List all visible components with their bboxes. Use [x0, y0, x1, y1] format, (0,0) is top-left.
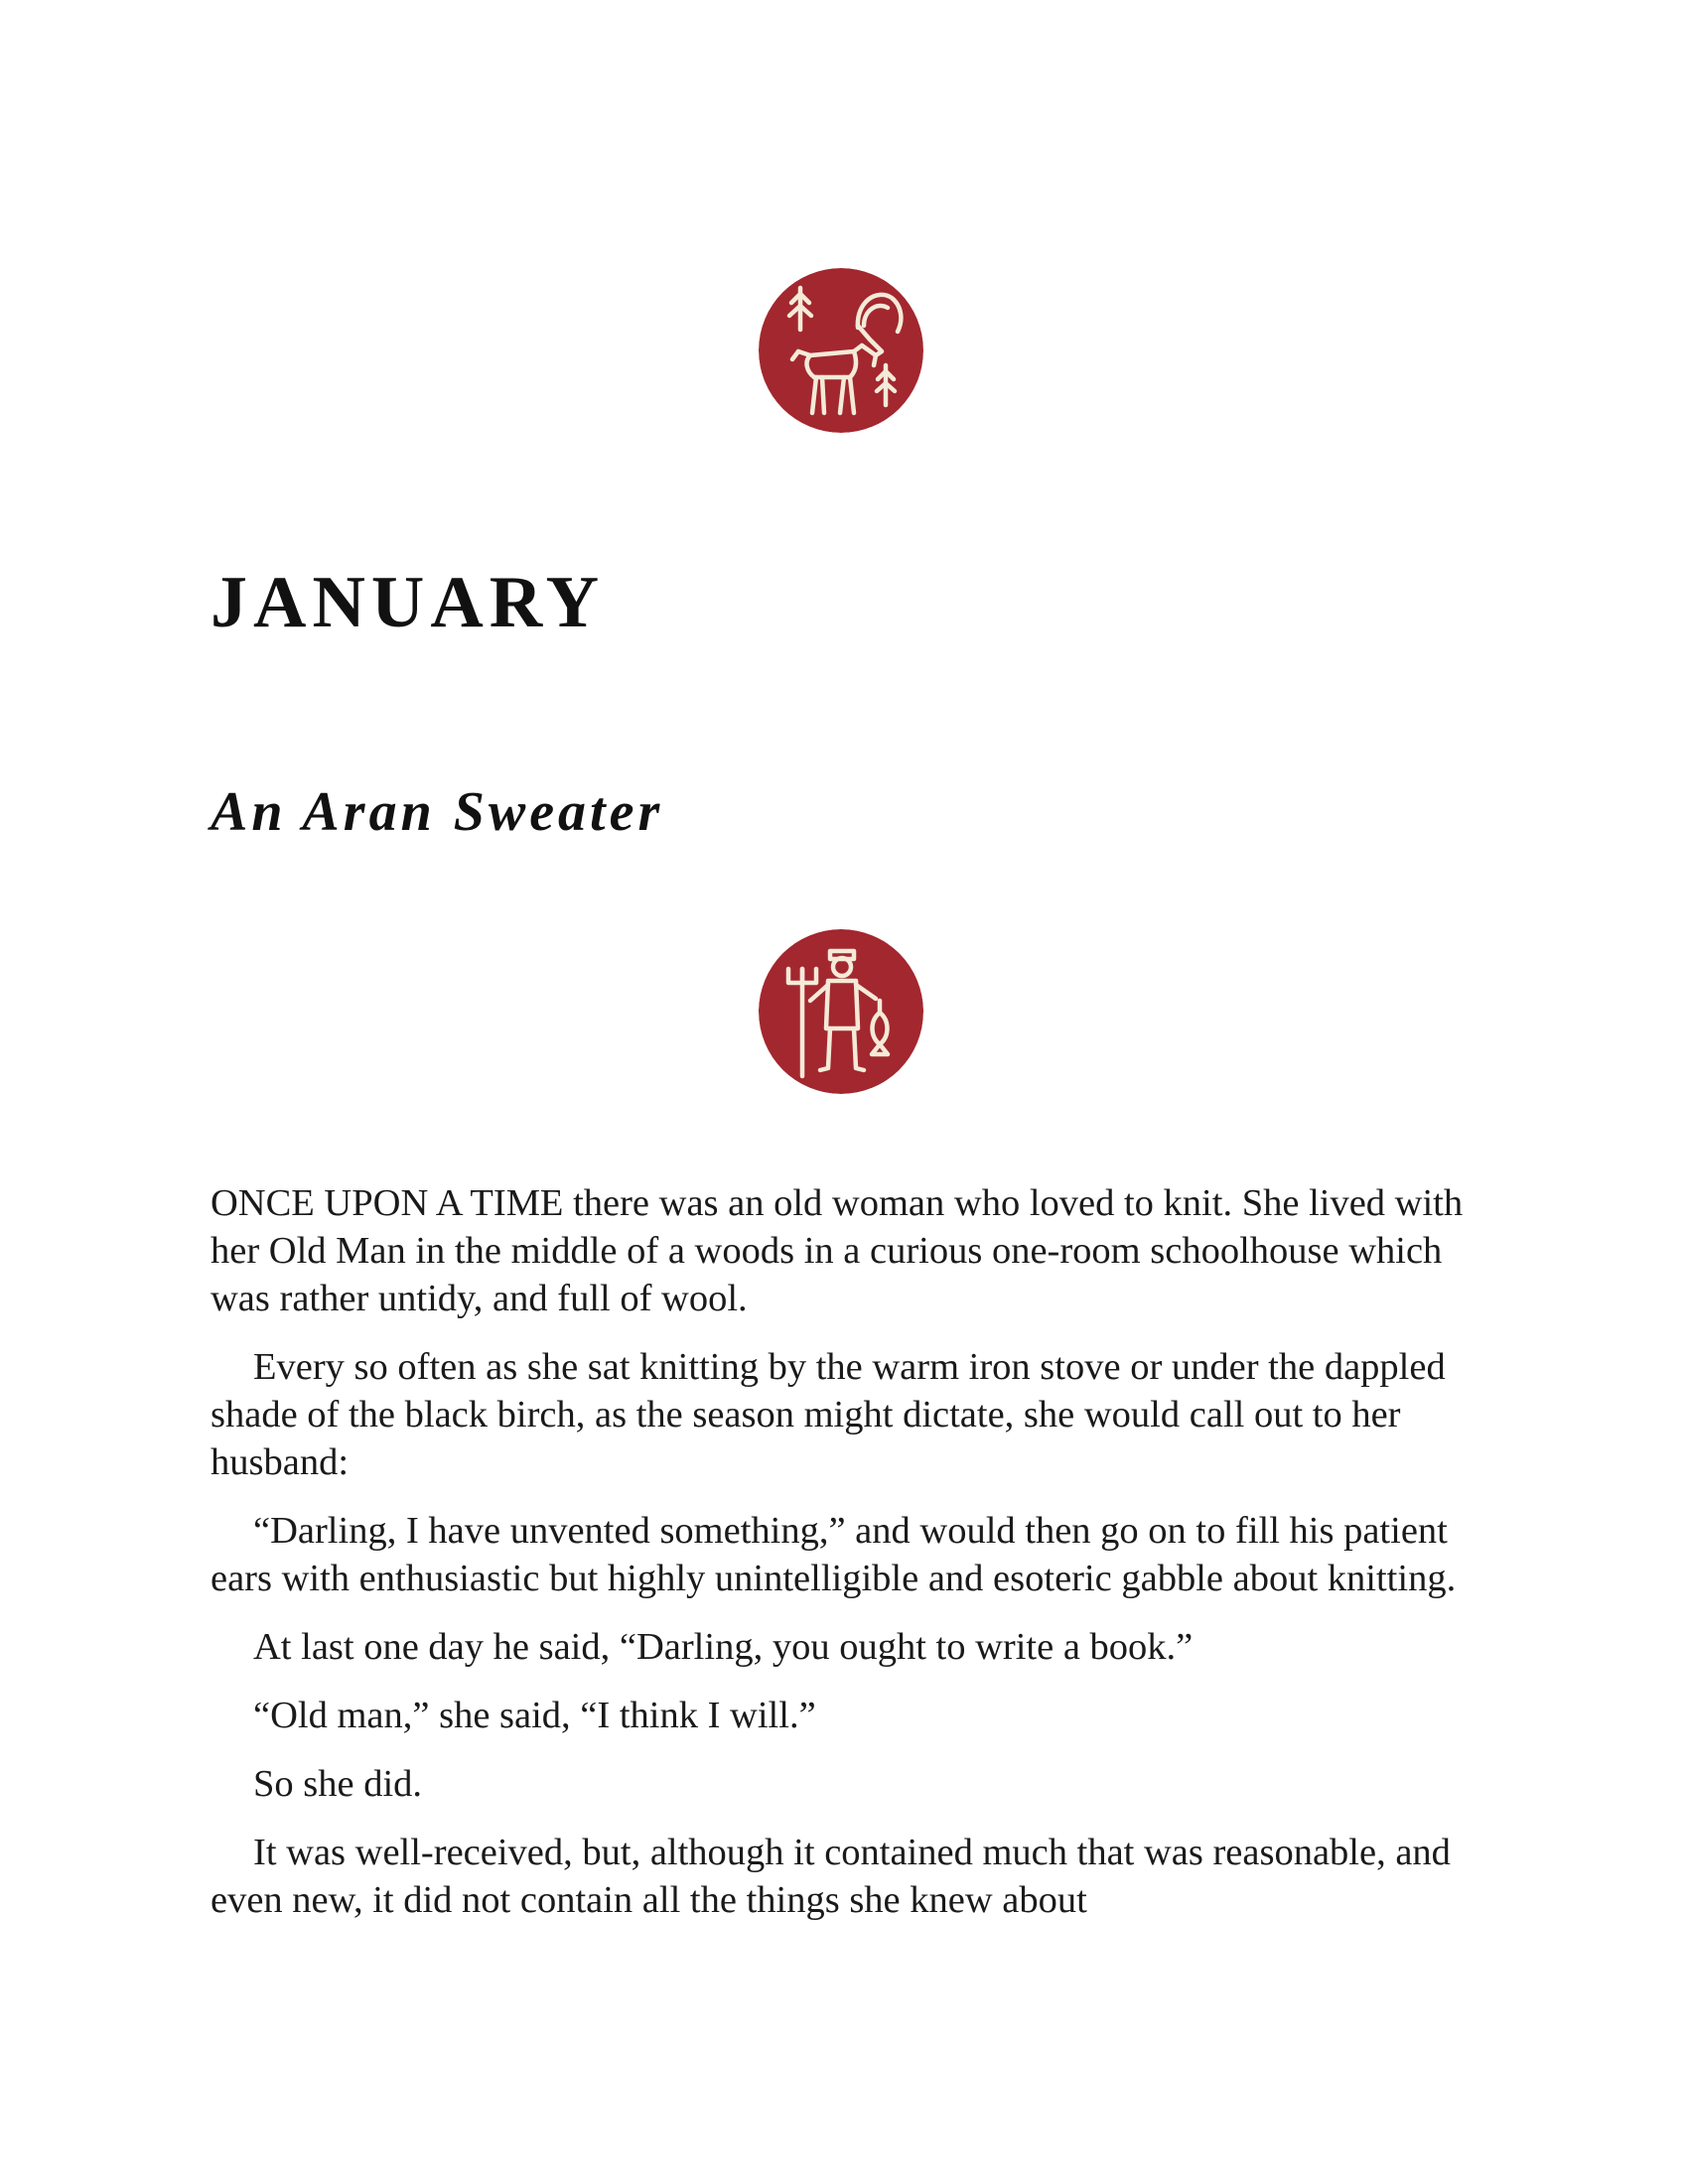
body-text [211, 1179, 1501, 1945]
paragraph: It was well-received, but, although it contained much that was reasonable, and even new, it did not contain all the things she knew about [211, 1832, 1451, 1921]
paragraph: “Old man,” she said, “I think I will.” [253, 1695, 816, 1736]
paragraph: So she did. [253, 1763, 423, 1805]
paragraph-opening: ONCE UPON A TIME there was an old woman who loved to knit. She lived with her Old Man in the middle of a woods in a curious one-room schoolhouse which was rather untidy, and full of wool. [211, 1182, 1464, 1319]
paragraph: “Darling, I have unvented something,” and would then go on to fill his patient ears with enthusiastic but highly unintelligible and esoteric gabble about knitting. [211, 1510, 1457, 1599]
chapter-title: JANUARY [211, 562, 606, 643]
chapter-subtitle: An Aran Sweater [211, 781, 664, 843]
paragraph: Every so often as she sat knitting by the warm iron stove or under the dappled shade of the black birch, as the season might dictate, she would call out to her husband: [211, 1346, 1446, 1483]
fisherman-with-trident-icon [759, 929, 923, 1094]
paragraph: At last one day he said, “Darling, you ought to write a book.” [253, 1626, 1194, 1668]
ibex-with-trees-icon [759, 268, 923, 433]
